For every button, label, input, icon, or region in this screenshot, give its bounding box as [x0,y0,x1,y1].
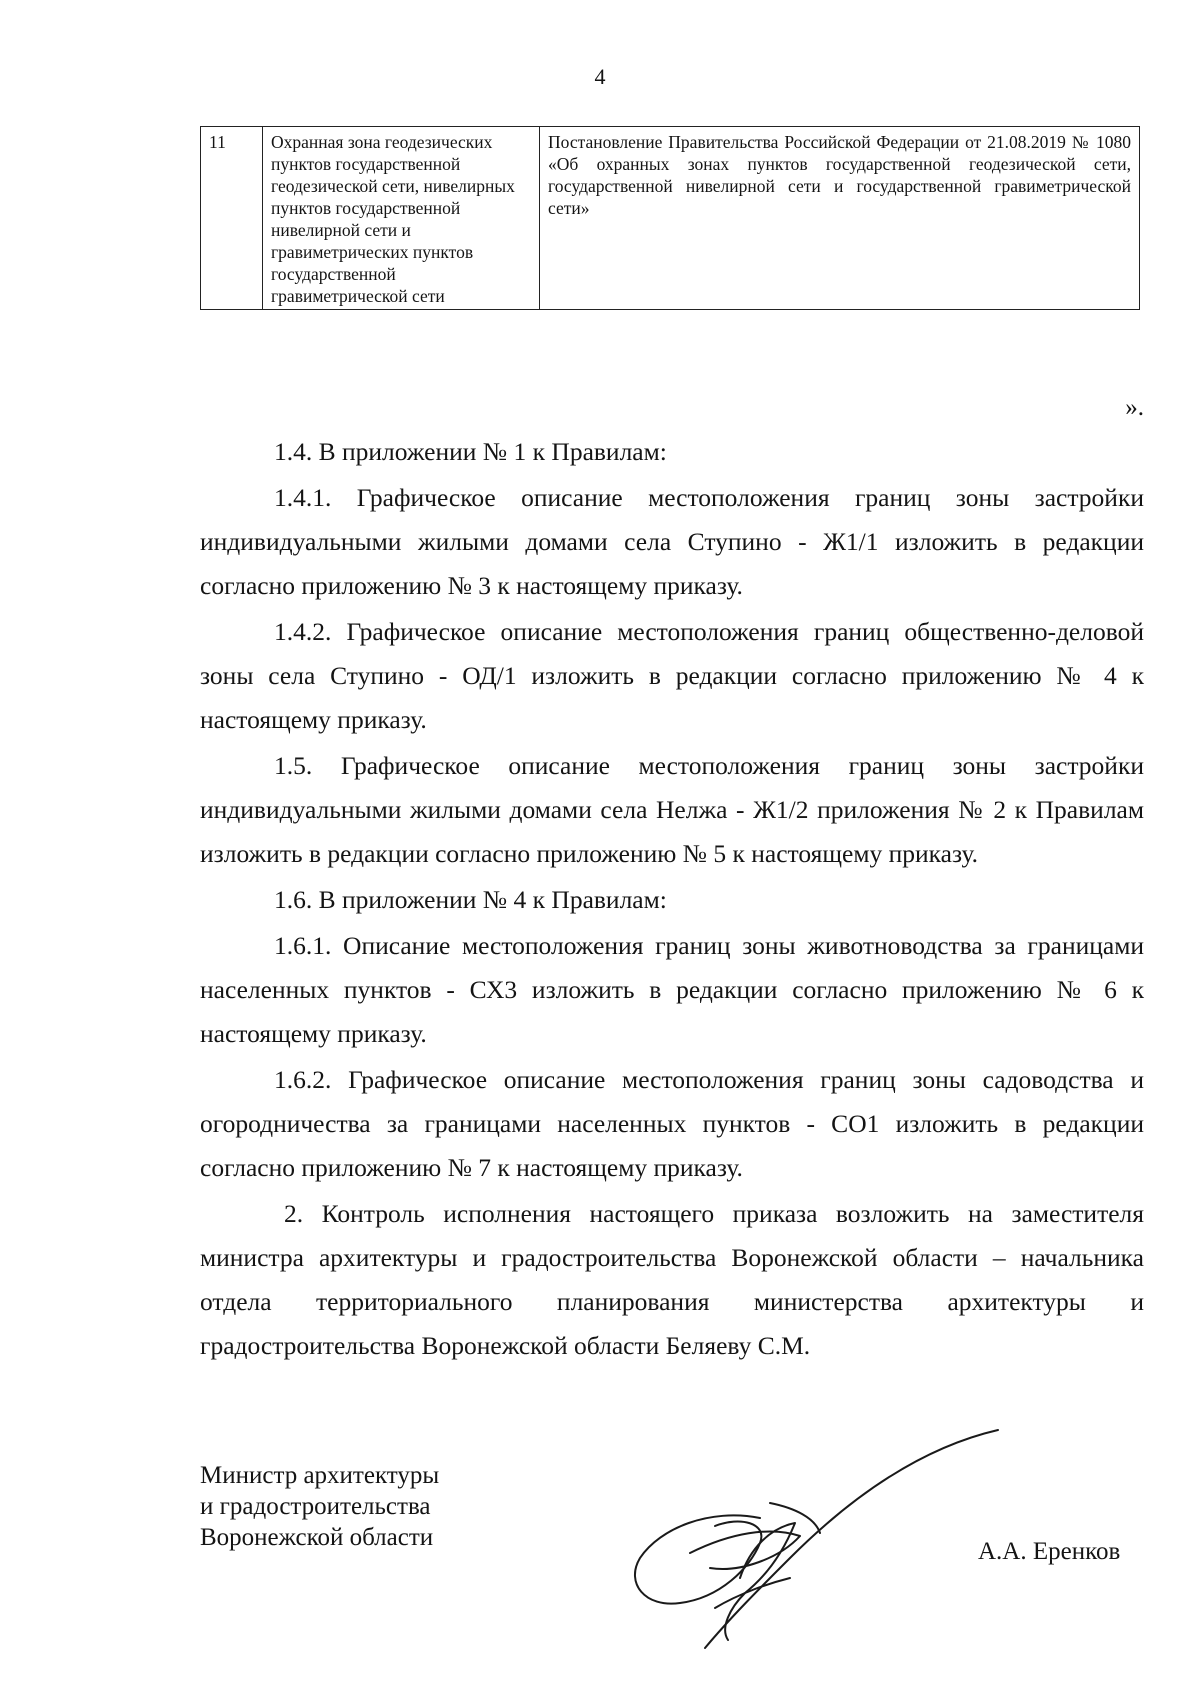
paragraph-2: 2. Контроль исполнения настоящего приказа возложить на заместителя министра архитектуры и градостроительства Воронежской области – начальника отдела территориального планирования министерства архитектуры и градостроительства Воронежской области Беляеву С.М. [200,1199,1144,1360]
paragraph-1-4-1: 1.4.1. Графическое описание местоположения границ зоны застройки индивидуальными жилыми домами села Ступино - Ж1/1 изложить в редакции согласно приложению № 3 к настоящему приказу. [200,483,1144,600]
zone-name-cell: Охранная зона геодезических пунктов государственной геодезической сети, нивелирных пунктов государственной нивелирной сети и гравиметрических пунктов государственной гравиметрической сети [263,127,540,310]
table-row [201,127,1140,310]
signatory-title-line-1: Министр архитектуры [200,1462,440,1489]
signatory-title [200,1460,439,1553]
row-number-cell: 11 [201,127,263,310]
protection-zones-table [200,126,1140,310]
legal-document-cell: Постановление Правительства Российской Федерации от 21.08.2019 № 1080 «Об охранных зонах пунктов государственной геодезической сети, государственной нивелирной сети и государственной гравиметрической сети» [540,127,1140,310]
paragraph-1-5: 1.5. Графическое описание местоположения границ зоны застройки индивидуальными жилыми домами села Нелжа - Ж1/2 приложения № 2 к Правилам изложить в редакции согласно приложению № 5 к настоящему приказу. [200,751,1144,868]
paragraph-1-4: 1.4. В приложении № 1 к Правилам: [274,437,667,466]
paragraph-1-6: 1.6. В приложении № 4 к Правилам: [274,885,667,914]
paragraph-1-6-2: 1.6.2. Графическое описание местоположения границ зоны садоводства и огородничества за границами населенных пунктов - СО1 изложить в редакции согласно приложению № 7 к настоящему приказу. [200,1065,1144,1182]
page-number: 4 [594,64,606,89]
signatory-name: А.А. Еренков [978,1538,1121,1565]
signatory-title-line-2: и градостроительства [200,1493,431,1520]
handwritten-signature [620,1408,1000,1658]
paragraph-1-6-1: 1.6.1. Описание местоположения границ зоны животноводства за границами населенных пунктов - СХ3 изложить в редакции согласно приложению № 6 к настоящему приказу. [200,931,1144,1048]
closing-quote: ». [1125,394,1144,421]
document-body [200,430,1144,1370]
signatory-title-line-3: Воронежской области [200,1524,434,1551]
paragraph-1-4-2: 1.4.2. Графическое описание местоположения границ общественно-деловой зоны села Ступино - ОД/1 изложить в редакции согласно приложению № 4 к настоящему приказу. [200,617,1144,734]
